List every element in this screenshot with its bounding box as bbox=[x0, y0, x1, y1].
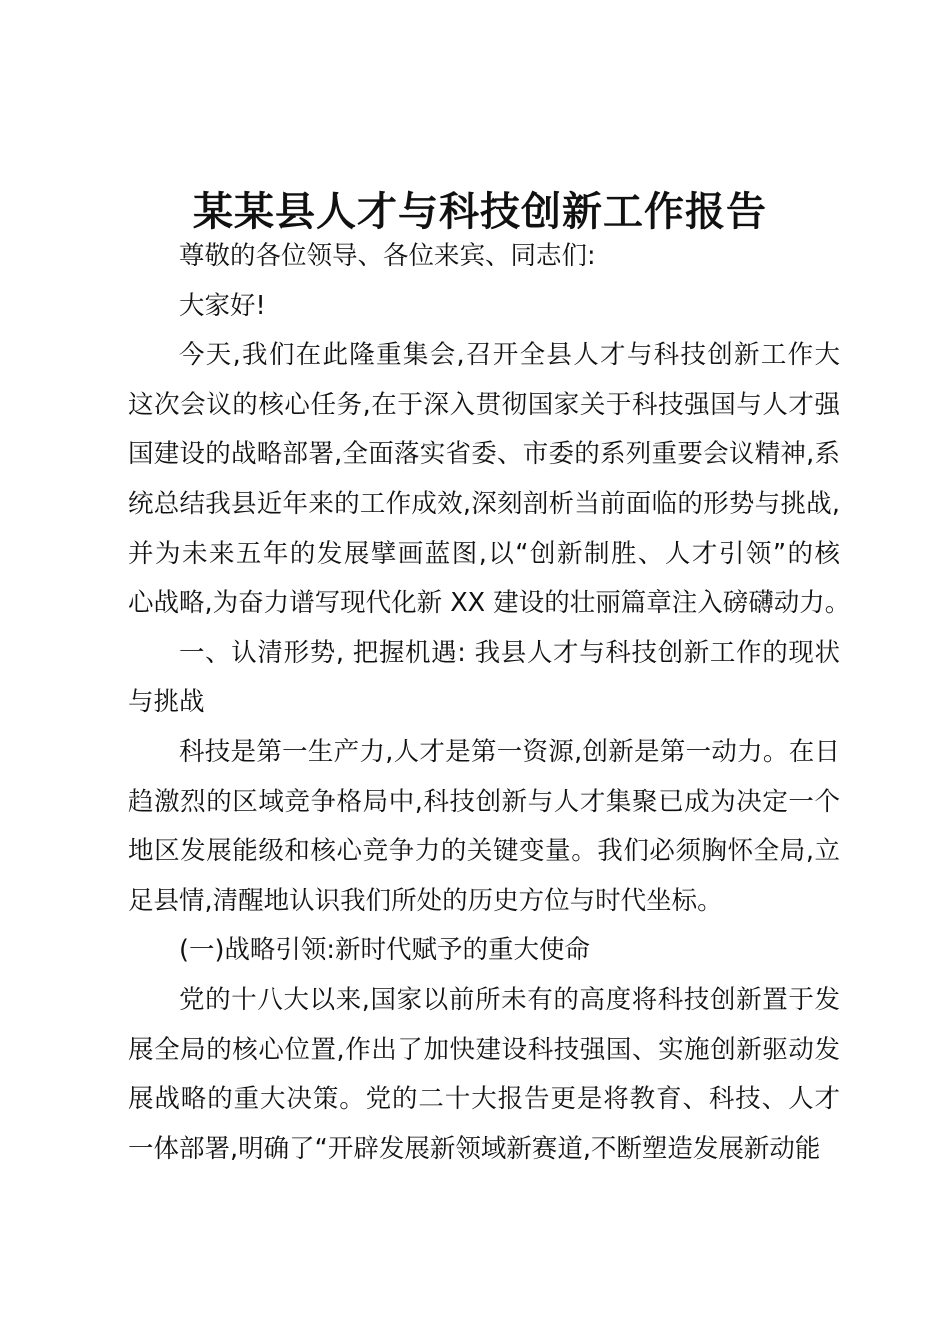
text-line: 党的十八大以来,国家以前所未有的高度将科技创新置于发 bbox=[179, 984, 840, 1015]
paragraph bbox=[128, 728, 840, 926]
document-body bbox=[128, 232, 851, 1174]
text-line: 统总结我县近年来的工作成效,深刻剖析当前面临的形势与挑战, bbox=[128, 488, 840, 519]
text-line: 一、认清形势, 把握机遇: 我县人才与科技创新工作的现状 bbox=[179, 637, 840, 668]
text-line: (一)战略引领:新时代赋予的重大使命 bbox=[179, 935, 590, 966]
text-line: 地区发展能级和核心竞争力的关键变量。我们必须胸怀全局,立 bbox=[128, 836, 840, 867]
text-line: 今天,我们在此隆重集会,召开全县人才与科技创新工作大 bbox=[179, 340, 840, 371]
paragraph bbox=[128, 331, 851, 629]
paragraph bbox=[128, 976, 840, 1174]
text-line: 与挑战 bbox=[128, 687, 205, 718]
text-line: 尊敬的各位领导、各位来宾、同志们: bbox=[179, 241, 596, 271]
text-line: 心战略,为奋力谱写现代化新 XX 建设的壮丽篇章注入磅礴动力。 bbox=[128, 588, 851, 619]
text-line: 足县情,清醒地认识我们所处的历史方位与时代坐标。 bbox=[128, 885, 723, 916]
text-line: 并为未来五年的发展擘画蓝图,以“创新制胜、人才引领”的核 bbox=[128, 538, 840, 569]
paragraph bbox=[128, 629, 840, 728]
text-line: 趋激烈的区域竞争格局中,科技创新与人才集聚已成为决定一个 bbox=[128, 786, 840, 817]
paragraph bbox=[128, 232, 840, 282]
text-line: 科技是第一生产力,人才是第一资源,创新是第一动力。在日 bbox=[179, 736, 840, 767]
text-line: 大家好! bbox=[179, 290, 266, 321]
text-line: 国建设的战略部署,全面落实省委、市委的系列重要会议精神,系 bbox=[128, 439, 840, 470]
paragraph bbox=[128, 282, 840, 332]
paragraph bbox=[128, 926, 840, 976]
text-line: 展全局的核心位置,作出了加快建设科技强国、实施创新驱动发 bbox=[128, 1034, 840, 1065]
document-title: 某某县人才与科技创新工作报告 bbox=[193, 188, 767, 235]
text-line: 一体部署,明确了“开辟发展新领域新赛道,不断塑造发展新动能 bbox=[128, 1133, 821, 1164]
text-line: 这次会议的核心任务,在于深入贯彻国家关于科技强国与人才强 bbox=[128, 389, 840, 420]
text-line: 展战略的重大决策。党的二十大报告更是将教育、科技、人才 bbox=[128, 1084, 840, 1115]
